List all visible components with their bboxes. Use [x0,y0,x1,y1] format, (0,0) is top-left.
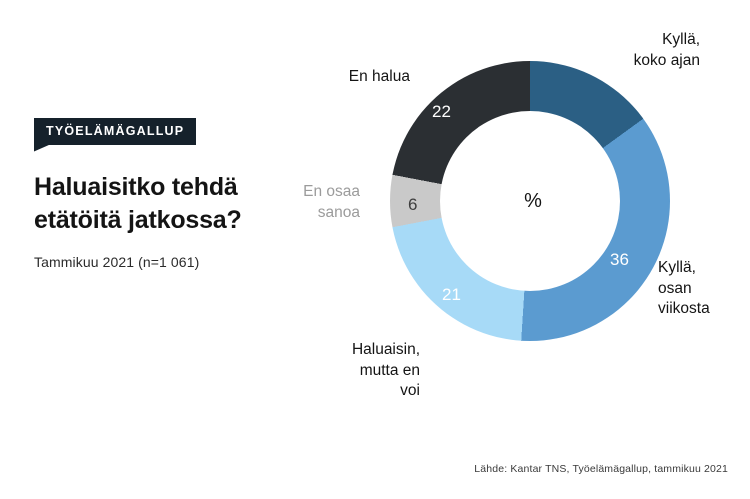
slice-value-yes-all: 15 [567,135,586,154]
slice-value-yes-part: 36 [610,250,629,269]
source-note: Lähde: Kantar TNS, Työelämägallup, tammikuu 2021 [474,463,728,475]
survey-subtitle: Tammikuu 2021 (n=1 061) [34,253,200,270]
slice-value-would-but-cant: 21 [442,285,461,304]
donut-center-unit [370,55,690,347]
slice-value-no-want: 22 [432,102,451,121]
category-label-no-want: En halua [348,68,410,85]
percent-symbol: % [524,189,542,212]
donut-chart [370,55,690,375]
category-label-dont-know: En osaa sanoa [303,183,360,221]
category-label-yes-part: Kyllä, osan viikosta [658,259,710,318]
category-label-yes-all: Kyllä, koko ajan [633,31,700,69]
page-title: Haluaisitko tehdä etätöitä jatkossa? [34,172,242,234]
category-label-would-but-cant: Haluaisin, mutta en voi [351,341,420,400]
brand-tag: TYÖELÄMÄGALLUP [34,118,196,145]
slice-value-dont-know: 6 [408,195,418,214]
